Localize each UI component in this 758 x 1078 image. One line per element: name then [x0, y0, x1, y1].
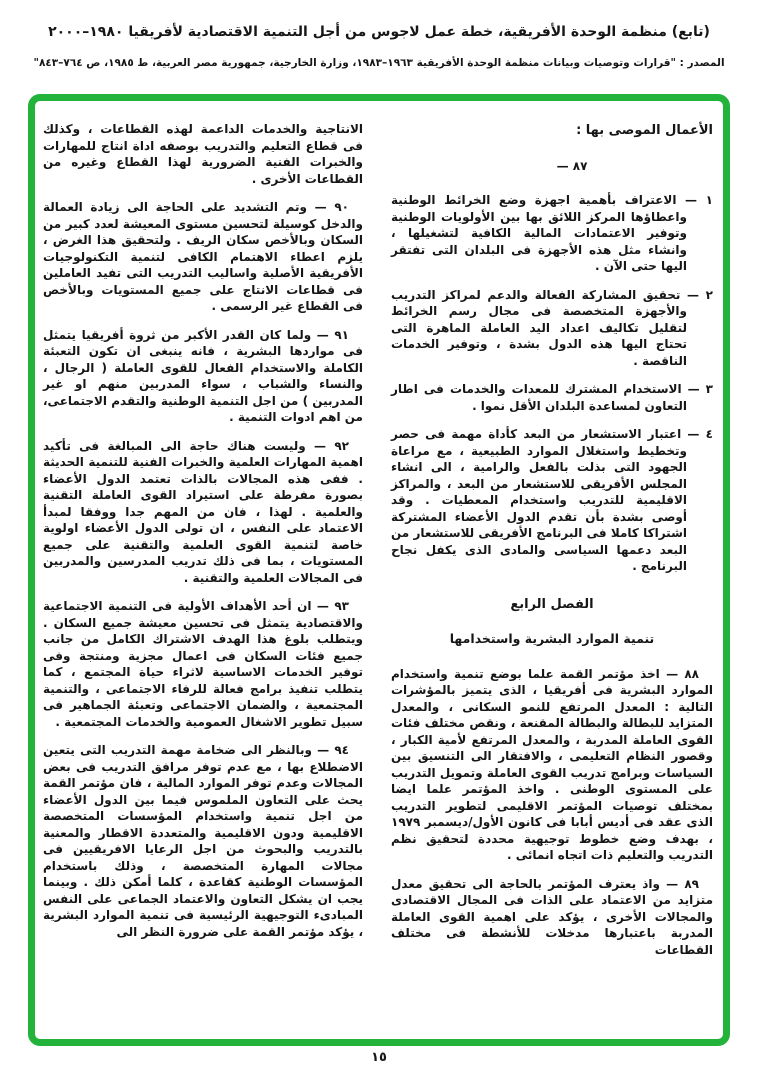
chapter-four-subheading: تنمية الموارد البشرية واستخدامها [449, 631, 655, 646]
recommendation-item-3: ٣ — الاستخدام المشترك للمعدات والخدمات فى اطار التعاون لمساعدة البلدان الأقل نموا . [391, 382, 713, 413]
paragraph-continuation: الانتاجية والخدمات الداعمة لهذه القطاعات ، وكذلك فى قطاع التعليم والتدريب بوصفه اداة انتاج للمهارات والخبرات الفنية الضرورية لهذا القطاع وغيره من القطاعات الأخرى . [43, 122, 363, 186]
paragraph-89: ٨٩ — واذ يعترف المؤتمر بالحاجة الى تحقيق معدل متزايد من الاعتماد على الذات فى المجال الاقتصادى والمجالات الأخرى ، يؤكد على اهمية القوى العاملة المدربة باعتبارها مدخلات للأنشطة فى مختلف القطاعات [391, 876, 713, 957]
paragraph-91: ٩١ — ولما كان القدر الأكبر من ثروة أفريقيا يتمثل فى مواردها البشرية ، فانه ينبغى ان تكون التعبئة الكاملة والاستخدام الفعال للقوى العاملة ( الرجال ، والنساء والشباب ، سواء المدربين منهم او غير المدربين ) من اجل التنمية الوطنية والتقدم الاجتماعى، من اهم ادوات التنمية . [43, 327, 363, 424]
recommendation-item-1: ١ — الاعتراف بأهمية اجهزة وضع الخرائط الوطنية واعطاؤها المركز اللائق بها بين الأولويات الوطنية وتوفير الاعتمادات المالية الكافية لتشغيلها ، وانشاء مثل هذه الأجهزة فى البلدان التى تفتقر اليها حتى الآن . [391, 193, 713, 273]
source-citation: المصدر : "قرارات وتوصيات وبيانات منظمة الوحدة الأفريقية ١٩٦٣–١٩٨٣، وزارة الخارجية، جمهورية مصر العربية، ط ١٩٨٥، ص ٧٦٤–٨٤٣" [33, 57, 725, 69]
recommended-actions-heading: الأعمال الموصى بها : [576, 123, 713, 138]
page-number: ١٥ [371, 1050, 387, 1065]
paragraph-87-marker: ٨٧ — [556, 158, 588, 173]
column-right [391, 123, 713, 970]
content-frame [28, 94, 730, 1046]
paragraph-88: ٨٨ — اخذ مؤتمر القمة علما بوضع تنمية واستخدام الموارد البشرية فى أفريقيا ، الذى يتميز بالمؤشرات التالية : المعدل المرتفع للنمو السكانى ، والمعدل المتزايد للبطالة والبطالة المقنعة ، ونقص مختلف فئات القوى العاملة المدربة ، والمعدل المرتفع لأمية الكبار ، وقصور النظام التعليمى ، والافتقار الى التنسيق بين السياسات وبرامج تدريب القوى العاملة وتمويل التدريب على المستوى الوطنى . واخذ المؤتمر علما ايضا بمختلف توصيات المؤتمر الاقليمى لتطوير التدريب الذى عقد فى أديس أبابا فى كانون الأول/ديسمبر ١٩٧٩ ، بهدف وضع خطوط توجيهية محددة لتحقيق نظم التدريب والتعليم ذات اتجاه انمائى . [391, 666, 713, 862]
recommendation-item-2: ٢ — تحقيق المشاركة الفعالة والدعم لمراكز التدريب والأجهزة المتخصصة فى مجال رسم الخرائط لتقليل تكاليف اعداد اليد العاملة الماهرة التى تحتاج اليها هذه الدول بشدة ، وتوفير الخدمات الناقصة . [391, 287, 713, 368]
paragraph-92: ٩٢ — وليست هناك حاجة الى المبالغة فى تأكيد اهمية المهارات العلمية والخبرات الفنية للتنمية الحديثة . ففى هذه المجالات بالذات تعتمد الدول الأعضاء بصورة مفرطة على استيراد القوى العاملة التقنية والعلمية . لهذا ، فان من المهم جدا ووفقا لمبدأ الاعتماد على النفس ، ان تولى الدول الأعضاء اولوية خاصة لتنمية القوى العلمية والتقنية على جميع المستويات ، بما فى ذلك تدريب المدرسين والمدربين فى المجالات العلمية والتقنية . [43, 438, 363, 585]
paragraph-90: ٩٠ — وتم التشديد على الحاجة الى زيادة العمالة والدخل كوسيلة لتحسين مستوى المعيشة لعدد كبير من السكان وبالأخص سكان الريف . ولتحقيق هذا الغرض ، يلزم اعطاء الاهتمام الكافى لتنمية التكنولوجيات الأفريقية الأصلية واساليب التدريب التى تفيد العاملين فى قطاعات الانتاج على جميع المستويات وبالأخص فى القطاع غير الرسمى . [43, 200, 363, 313]
paragraph-93: ٩٣ — ان أحد الأهداف الأولية فى التنمية الاجتماعية والاقتصادية يتمثل فى تحسين معيشة جميع السكان . ويتطلب بلوغ هذا الهدف الاشتراك الكامل من جانب جميع فئات السكان فى اعمال مجزية ومنتجة وفى توفير الخدمات الاساسية لاثراء حياة المجتمع ، كما يتطلب تنفيذ برامج فعالة للرفاء الاجتماعى ، والتنمية المجتمعية ، والضمان الاجتماعى وتعبئة الجماهير فى سبيل تطوير الاشغال العمومية والخدمات المجتمعية . [43, 599, 363, 729]
chapter-four-heading: الفصل الرابع [510, 596, 594, 612]
column-left [43, 121, 363, 952]
paragraph-94: ٩٤ — وبالنظر الى ضخامة مهمة التدريب التى يتعين الاضطلاع بها ، مع عدم توفر مرافق التدريب فى بعض المجالات وعدم توفر الموارد المالية ، فان مؤتمر القمة يحث على التعاون الملموس فيما بين الدول الأعضاء من اجل تنمية واستخدام المؤسسات المتخصصة الاقليمية ودون الاقليمية والمتعددة الاقطار والمعنية بالتدريب والبحوث من اجل الرعايا الافريقيين فى مجالات المهارة المتخصصة ، وذلك باستخدام المؤسسات الوطنية كقاعدة ، كلما أمكن ذلك . وبينما يجب ان يشكل التعاون والاعتماد الجماعى على النفس المبادىء التوجيهية الرئيسية فى تنمية الموارد البشرية ، يؤكد مؤتمر القمة على ضرورة النظر الى [43, 743, 363, 939]
recommendation-item-4: ٤ — اعتبار الاستشعار من البعد كأداة مهمة فى حصر وتخطيط واستغلال الموارد الطبيعية ، مع مراعاة الجهود التى بذلت بالفعل والرامية ، الى انشاء المجلس الأفريقى للاستشعار من البعد ، والمراكز الاقليمية للتدريب واستخدام المعطيات . وقد أوصى بشدة بأن تقدم الدول الأعضاء المشتركة اشتراكا كاملا فى البرنامج الأفريقى للاستشعار من البعد دعمها السياسى والمادى الذى يكفل نجاح البرنامج . [391, 427, 713, 573]
page-title: (تابع) منظمة الوحدة الأفريقية، خطة عمل لاجوس من أجل التنمية الاقتصادية لأفريقيا ١٩٨٠–٢٠٠٠ [48, 24, 710, 40]
